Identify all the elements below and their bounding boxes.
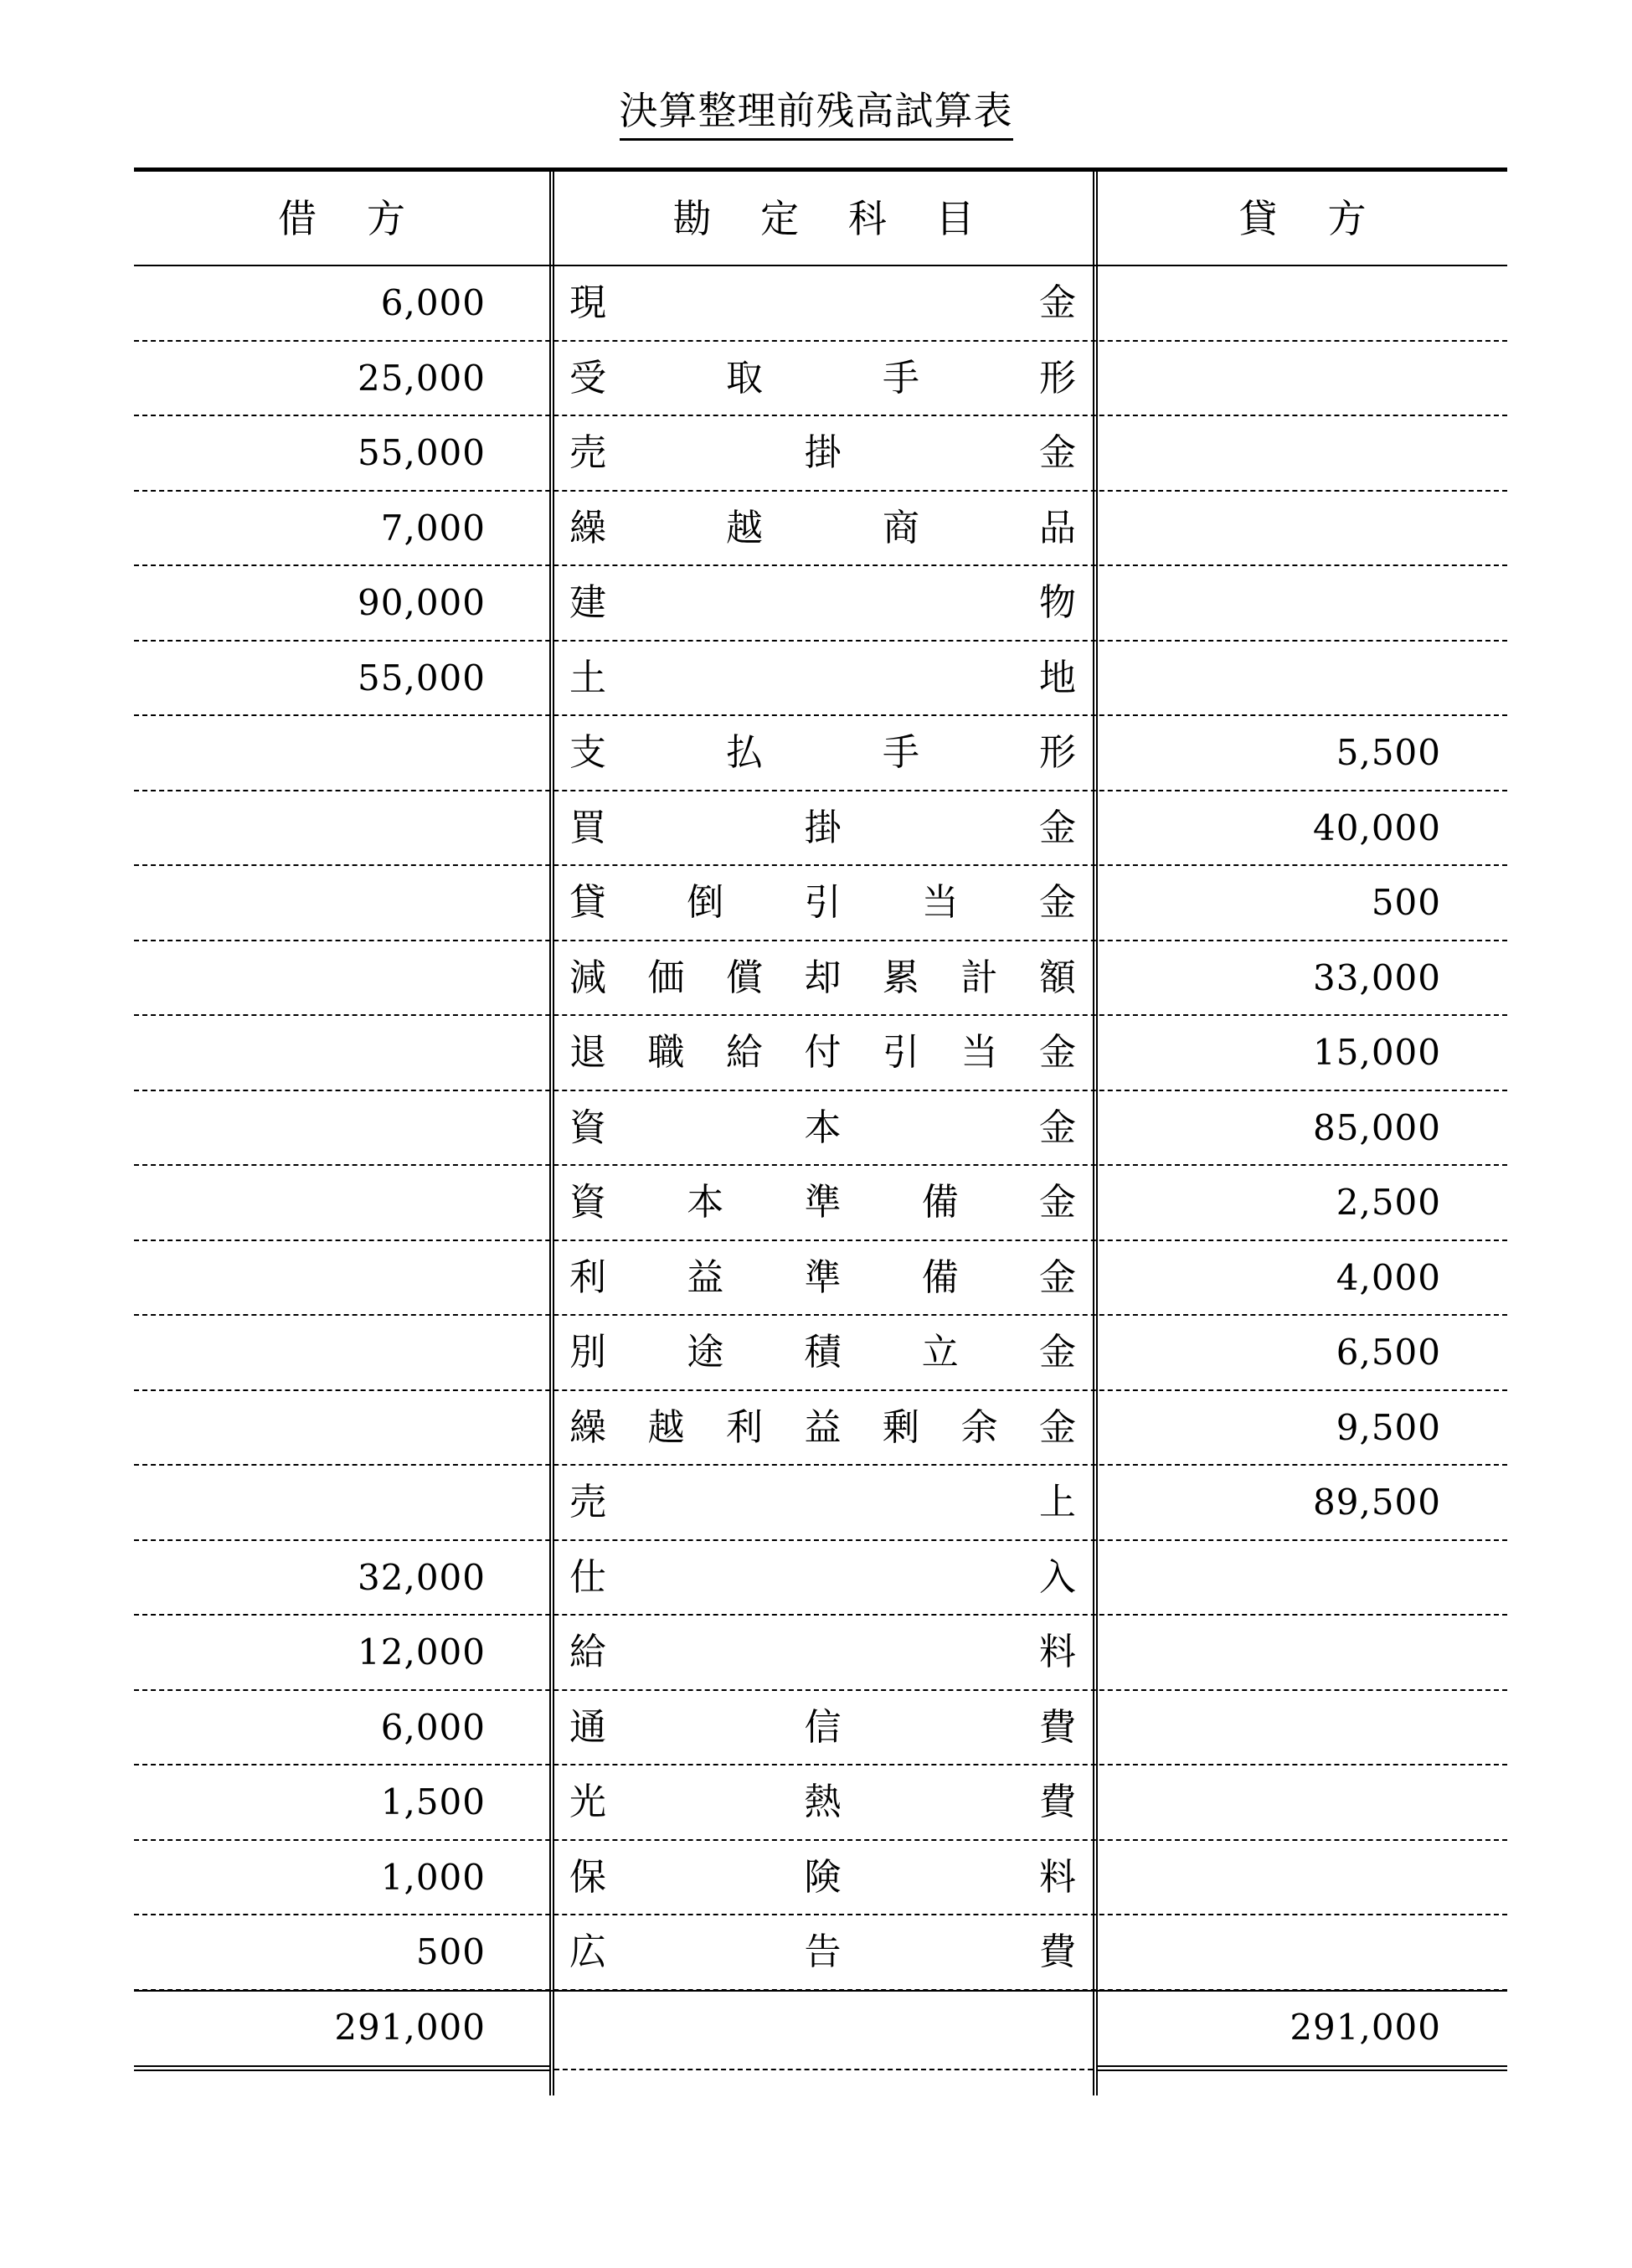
total-dash-rule-middle	[554, 2069, 1093, 2070]
header-account-char: 科	[847, 196, 887, 241]
account-char: 引	[804, 881, 842, 924]
table-row	[134, 1391, 1507, 1466]
account-char: 費	[1039, 1781, 1076, 1823]
total-credit: 291,000	[1290, 2007, 1441, 2048]
account-char: 倒	[687, 881, 724, 924]
header-account-char: 目	[935, 196, 975, 241]
account-char: 資	[569, 1106, 606, 1149]
account-char: 売	[569, 1481, 606, 1523]
table-row	[134, 1316, 1507, 1391]
table-row	[134, 1241, 1507, 1317]
account-name	[569, 1841, 1076, 1915]
account-char: 払	[726, 731, 763, 774]
account-char: 品	[1039, 506, 1076, 549]
credit-amount: 40,000	[1313, 807, 1441, 848]
account-char: 熱	[804, 1781, 842, 1823]
account-char: 金	[1039, 806, 1076, 849]
credit-amount	[1098, 1691, 1441, 1765]
credit-amount: 85,000	[1313, 1106, 1441, 1148]
account-char: 掛	[804, 806, 842, 849]
table-row	[134, 1691, 1507, 1766]
account-char: 準	[804, 1181, 842, 1224]
table-row	[134, 1016, 1507, 1091]
debit-amount	[134, 1316, 486, 1389]
account-name	[569, 866, 1076, 940]
account-char: 積	[804, 1331, 842, 1374]
table-row	[134, 941, 1507, 1017]
account-name	[569, 1616, 1076, 1689]
column-divider-left	[549, 168, 554, 2095]
account-char: 売	[569, 431, 606, 474]
account-name	[569, 1915, 1076, 1989]
account-char: 入	[1039, 1555, 1076, 1599]
account-char: 本	[804, 1106, 842, 1149]
credit-amount: 5,500	[1336, 732, 1441, 773]
debit-amount: 90,000	[358, 582, 486, 623]
column-divider-right	[1093, 168, 1098, 2095]
account-char: 貸	[569, 881, 606, 924]
account-char: 広	[569, 1930, 606, 1973]
table-row	[134, 492, 1507, 567]
debit-amount	[134, 866, 486, 940]
account-char: 費	[1039, 1930, 1076, 1973]
account-char: 通	[569, 1705, 606, 1749]
account-char: 建	[569, 581, 606, 624]
account-char: 計	[960, 956, 998, 999]
account-char: 金	[1039, 1106, 1076, 1149]
account-char: 土	[569, 656, 606, 699]
account-char: 準	[804, 1255, 842, 1299]
account-char: 退	[569, 1031, 606, 1074]
account-char: 受	[569, 356, 606, 399]
account-char: 引	[883, 1031, 919, 1074]
header-credit: 貸方	[1238, 196, 1417, 241]
account-char: 職	[647, 1031, 685, 1074]
table-row	[134, 642, 1507, 717]
account-char: 金	[1039, 1405, 1076, 1449]
account-char: 越	[726, 506, 763, 549]
account-char: 物	[1039, 581, 1076, 624]
credit-amount: 15,000	[1313, 1032, 1441, 1073]
account-char: 繰	[569, 1405, 606, 1449]
account-char: 地	[1039, 656, 1076, 699]
account-char: 料	[1039, 1855, 1076, 1899]
debit-amount: 7,000	[380, 507, 486, 549]
account-name	[569, 716, 1076, 790]
credit-amount: 6,500	[1336, 1332, 1441, 1373]
account-char: 金	[1039, 1331, 1076, 1374]
account-char: 支	[569, 731, 606, 774]
credit-amount	[1098, 416, 1441, 490]
table-row	[134, 866, 1507, 941]
debit-amount: 1,000	[380, 1856, 486, 1898]
table-row	[134, 1616, 1507, 1691]
account-char: 却	[804, 956, 842, 999]
debit-amount	[134, 1166, 486, 1240]
account-char: 金	[1039, 881, 1076, 924]
table-row	[134, 1915, 1507, 1991]
account-name	[569, 1765, 1076, 1839]
account-char: 金	[1039, 281, 1076, 324]
account-char: 金	[1039, 1255, 1076, 1299]
account-name	[569, 1391, 1076, 1465]
account-char: 益	[804, 1405, 842, 1449]
credit-amount	[1098, 266, 1441, 340]
account-char: 益	[687, 1255, 724, 1299]
account-char: 剰	[883, 1405, 919, 1449]
account-name	[569, 266, 1076, 340]
credit-amount: 89,500	[1313, 1482, 1441, 1523]
account-name	[569, 416, 1076, 490]
debit-amount: 55,000	[358, 657, 486, 698]
account-char: 価	[647, 956, 685, 999]
account-char: 資	[569, 1181, 606, 1224]
table-row	[134, 716, 1507, 791]
debit-amount	[134, 716, 486, 790]
debit-amount: 32,000	[358, 1556, 486, 1598]
credit-amount: 500	[1371, 882, 1441, 923]
account-name	[569, 1541, 1076, 1615]
account-char: 当	[921, 881, 959, 924]
credit-amount: 33,000	[1313, 956, 1441, 998]
account-char: 商	[883, 506, 919, 549]
account-char: 付	[804, 1031, 842, 1074]
account-char: 利	[569, 1255, 606, 1299]
credit-amount	[1098, 1616, 1441, 1689]
account-char: 額	[1039, 956, 1076, 999]
account-char: 繰	[569, 506, 606, 549]
header-debit: 借方	[278, 196, 456, 241]
debit-amount	[134, 1016, 486, 1090]
account-char: 金	[1039, 1181, 1076, 1224]
credit-amount	[1098, 1915, 1441, 1989]
account-char: 立	[921, 1331, 959, 1374]
account-char: 手	[883, 731, 919, 774]
debit-amount: 1,500	[380, 1781, 486, 1822]
account-char: 仕	[569, 1555, 606, 1599]
table-row	[134, 1765, 1507, 1841]
account-name	[569, 1016, 1076, 1090]
title-text: 決算整理前残高試算表	[620, 88, 1013, 141]
table-row	[134, 1091, 1507, 1167]
account-char: 手	[883, 356, 919, 399]
table-row	[134, 1841, 1507, 1916]
account-char: 掛	[804, 431, 842, 474]
debit-amount: 25,000	[358, 357, 486, 399]
account-char: 告	[804, 1930, 842, 1973]
account-name	[569, 1691, 1076, 1765]
account-char: 累	[883, 956, 919, 999]
account-char: 形	[1039, 731, 1076, 774]
account-char: 費	[1039, 1705, 1076, 1749]
credit-amount: 2,500	[1336, 1182, 1441, 1223]
credit-amount: 4,000	[1336, 1256, 1441, 1298]
account-name	[569, 941, 1076, 1015]
debit-amount	[134, 941, 486, 1015]
debit-amount	[134, 791, 486, 865]
account-char: 上	[1039, 1481, 1076, 1523]
table-row	[134, 266, 1507, 342]
account-char: 備	[921, 1255, 959, 1299]
account-name	[569, 642, 1076, 715]
account-char: 現	[569, 281, 606, 324]
debit-amount	[134, 1391, 486, 1465]
account-name	[569, 1091, 1076, 1165]
table-row	[134, 1166, 1507, 1241]
account-char: 別	[569, 1331, 606, 1374]
credit-amount	[1098, 1541, 1441, 1615]
account-name	[569, 1166, 1076, 1240]
credit-amount	[1098, 642, 1441, 715]
account-char: 金	[1039, 1031, 1076, 1074]
account-char: 当	[960, 1031, 998, 1074]
debit-amount: 12,000	[358, 1631, 486, 1673]
account-char: 料	[1039, 1631, 1076, 1673]
debit-amount	[134, 1241, 486, 1315]
debit-amount: 6,000	[380, 1706, 486, 1748]
account-char: 途	[687, 1331, 724, 1374]
credit-amount	[1098, 566, 1441, 640]
account-char: 減	[569, 956, 606, 999]
account-char: 金	[1039, 431, 1076, 474]
credit-amount: 9,500	[1336, 1406, 1441, 1448]
account-name	[569, 1316, 1076, 1389]
credit-amount	[1098, 492, 1441, 565]
account-name	[569, 342, 1076, 415]
header-account	[554, 172, 1093, 266]
totals-row	[134, 1990, 1507, 2067]
credit-amount	[1098, 1765, 1441, 1839]
account-name	[569, 492, 1076, 565]
account-char: 備	[921, 1181, 959, 1224]
debit-amount	[134, 1091, 486, 1165]
account-char: 償	[726, 956, 763, 999]
account-char: 越	[647, 1405, 685, 1449]
account-char: 買	[569, 806, 606, 849]
debit-amount: 55,000	[358, 432, 486, 473]
account-name	[569, 1466, 1076, 1539]
account-char: 余	[960, 1405, 998, 1449]
account-char: 保	[569, 1855, 606, 1899]
account-char: 給	[726, 1031, 763, 1074]
table-body	[134, 266, 1507, 1991]
table-row	[134, 1466, 1507, 1541]
account-char: 光	[569, 1781, 606, 1823]
account-name	[569, 1241, 1076, 1315]
header-account-char: 勘	[672, 196, 712, 241]
account-char: 取	[726, 356, 763, 399]
table-row	[134, 416, 1507, 492]
table-row	[134, 566, 1507, 642]
debit-amount: 500	[415, 1931, 486, 1972]
total-double-rule-right	[1098, 2065, 1507, 2071]
debit-amount	[134, 1466, 486, 1539]
account-char: 本	[687, 1181, 724, 1224]
account-char: 給	[569, 1631, 606, 1673]
debit-amount: 6,000	[380, 282, 486, 323]
document-title	[0, 84, 1632, 137]
account-char: 利	[726, 1405, 763, 1449]
trial-balance-table	[134, 168, 1507, 2095]
account-name	[569, 791, 1076, 865]
credit-amount	[1098, 342, 1441, 415]
header-account-char: 定	[760, 196, 800, 241]
total-debit: 291,000	[334, 2007, 486, 2048]
total-double-rule-left	[134, 2065, 549, 2071]
table-row	[134, 1541, 1507, 1616]
account-name	[569, 566, 1076, 640]
account-char: 信	[804, 1705, 842, 1749]
table-row	[134, 791, 1507, 867]
table-row	[134, 342, 1507, 417]
account-char: 形	[1039, 356, 1076, 399]
credit-amount	[1098, 1841, 1441, 1915]
account-char: 険	[804, 1855, 842, 1899]
